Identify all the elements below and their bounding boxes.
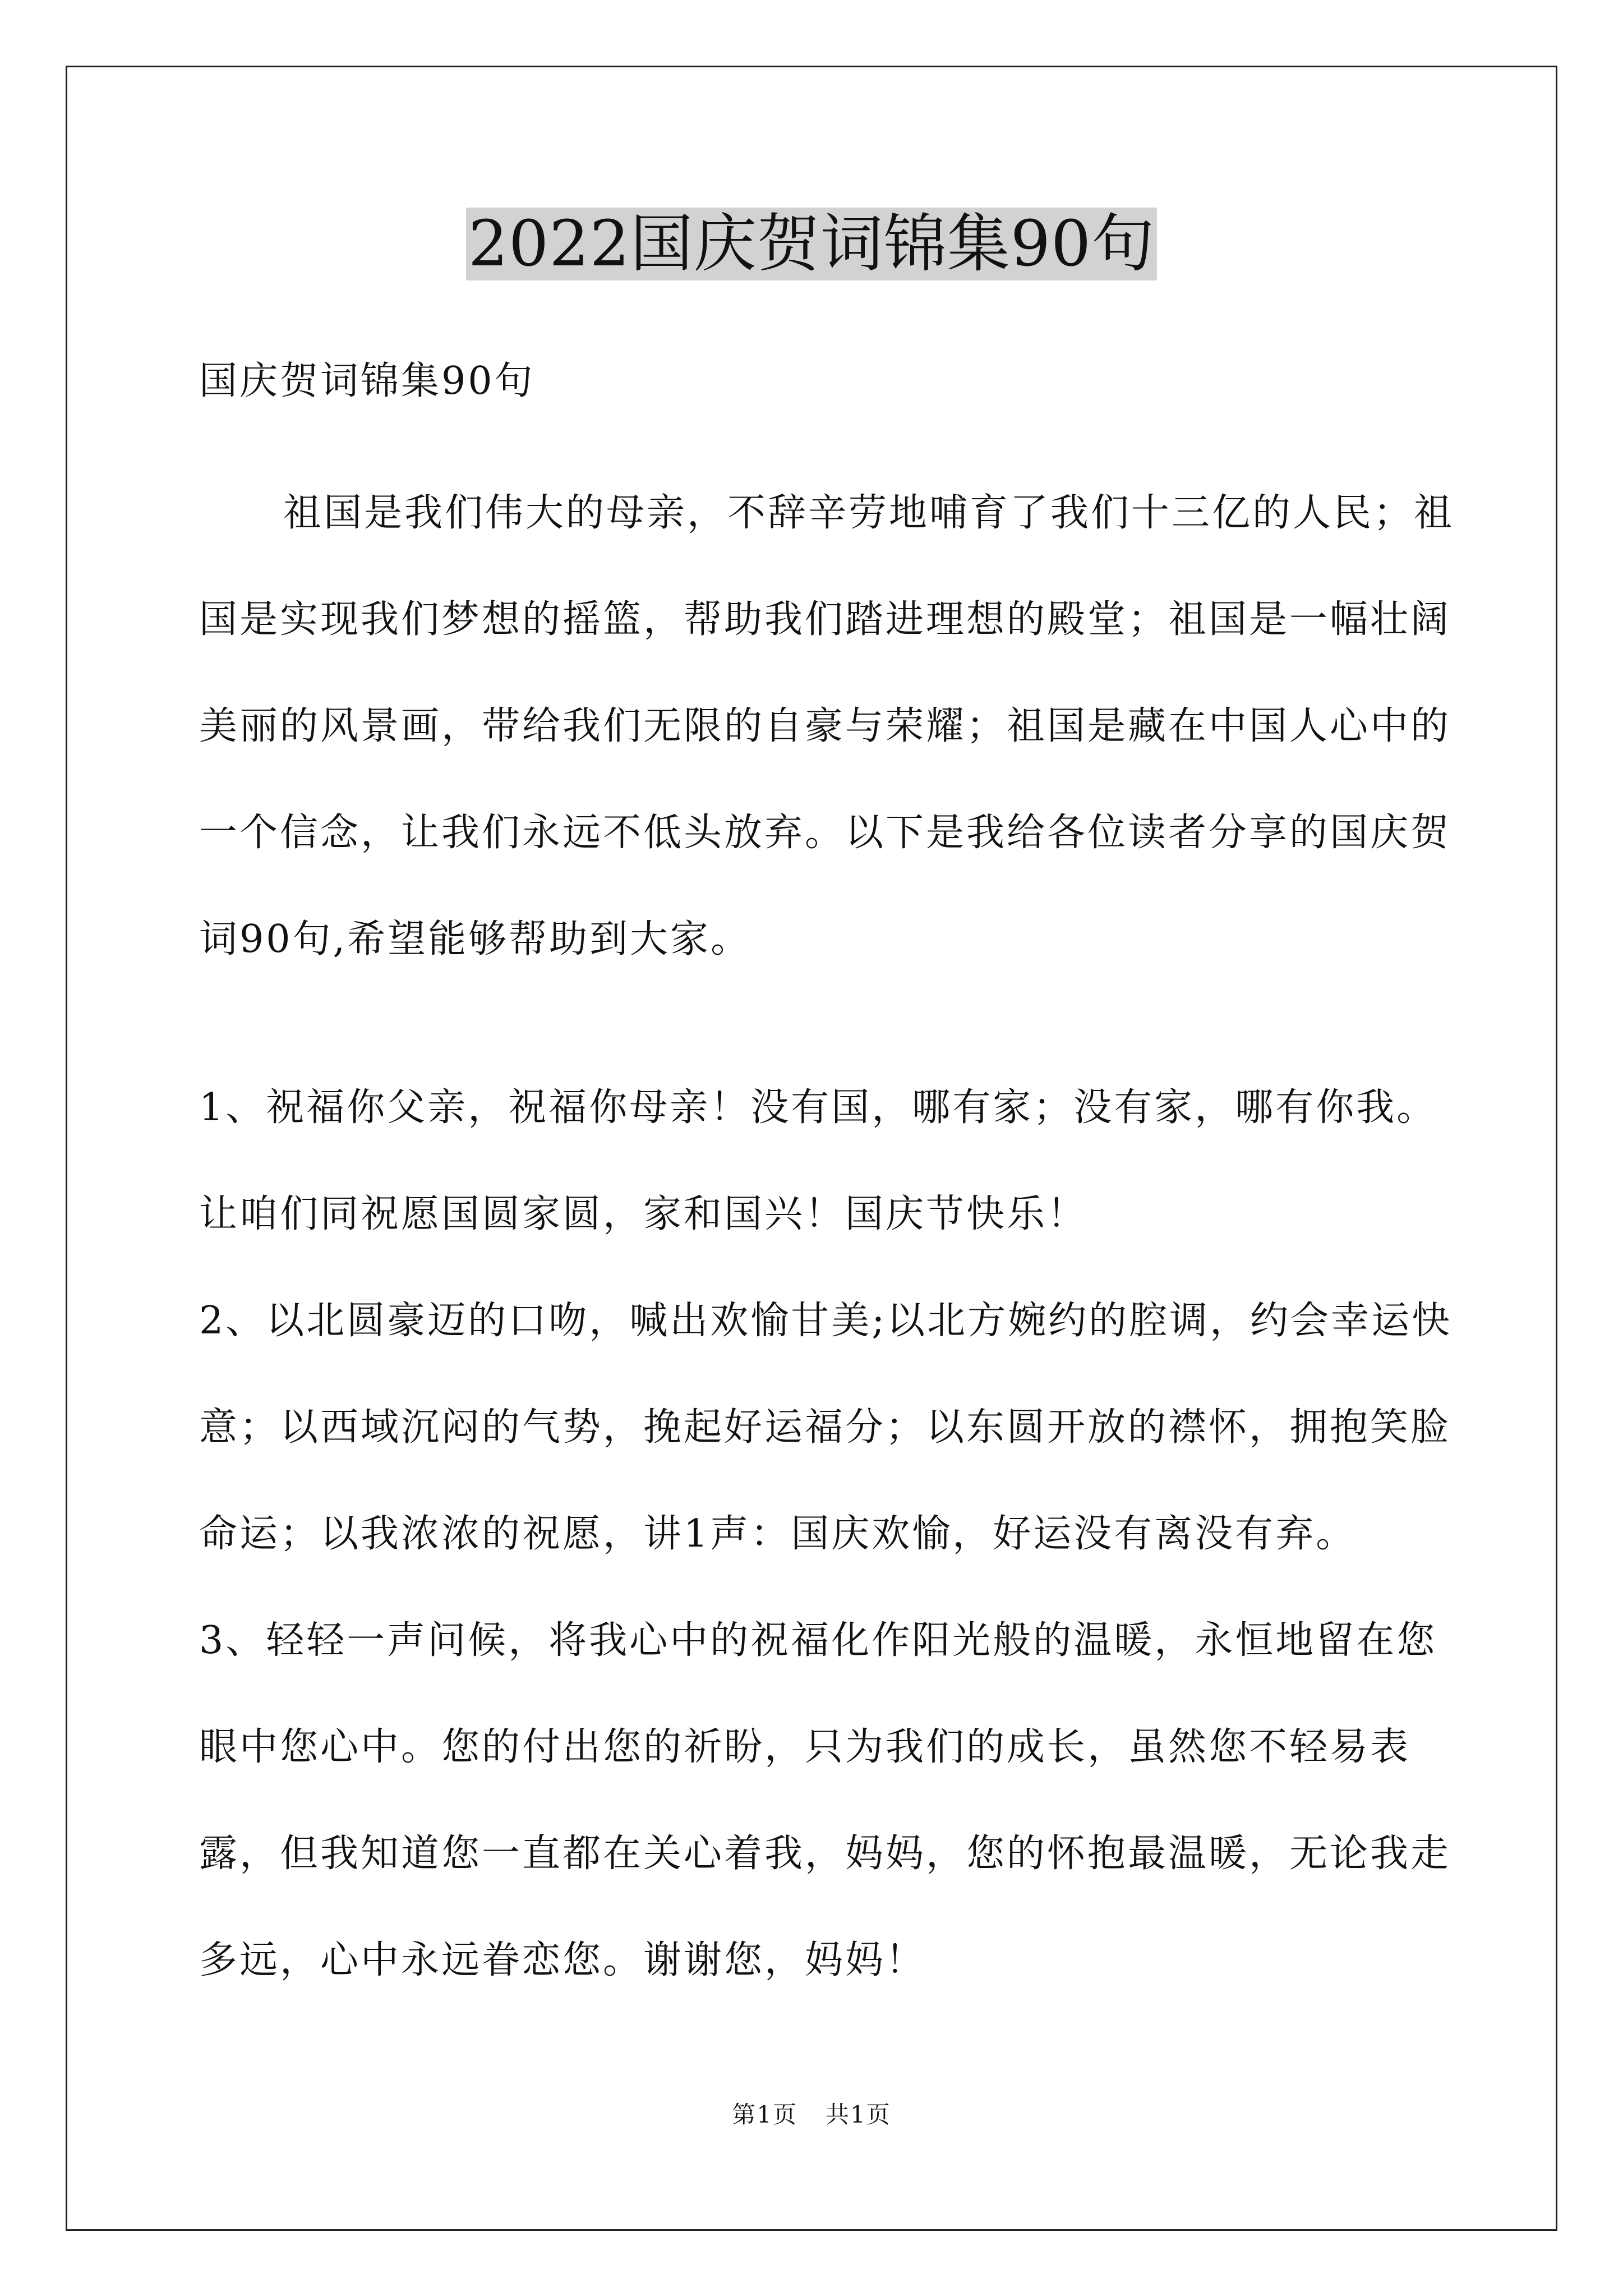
document-title-text: 2022国庆贺词锦集90句 — [466, 208, 1158, 280]
list-item: 2、以北圆豪迈的口吻，喊出欢愉甘美;以北方婉约的腔调，约会幸运快意；以西域沉闷的气势，挽起好运福分；以东圆开放的襟怀，拥抱笑脸命运；以我浓浓的祝愿，讲1声：国庆欢愉，好运没有离没有弃。 — [199, 1299, 1453, 1556]
page-number: 第1页 — [732, 2101, 797, 2128]
list-item: 1、祝福你父亲，祝福你母亲！没有国，哪有家；没有家，哪有你我。让咱们同祝愿国圆家圆，家和国兴！国庆节快乐！ — [199, 1085, 1437, 1236]
page-total: 共1页 — [826, 2101, 891, 2128]
document-title — [0, 208, 1623, 280]
document-subtitle: 国庆贺词锦集90句 — [199, 359, 535, 403]
page-footer — [0, 2098, 1623, 2132]
list-item: 3、轻轻一声问候，将我心中的祝福化作阳光般的温暖，永恒地留在您眼中您心中。您的付出您的祈盼，只为我们的成长，虽然您不轻易表露，但我知道您一直都在关心着我，妈妈，您的怀抱最温暖，无论我走多远，心中永远眷恋您。谢谢您，妈妈！ — [199, 1618, 1451, 1982]
intro-paragraph: 祖国是我们伟大的母亲，不辞辛劳地哺育了我们十三亿的人民；祖国是实现我们梦想的摇篮，帮助我们踏进理想的殿堂；祖国是一幅壮阔美丽的风景画，带给我们无限的自豪与荣耀；祖国是藏在中国人心中的一个信念，让我们永远不低头放弃。以下是我给各位读者分享的国庆贺词90句,希望能够帮助到大家。 — [199, 491, 1455, 961]
greetings-list — [199, 1055, 1461, 2014]
